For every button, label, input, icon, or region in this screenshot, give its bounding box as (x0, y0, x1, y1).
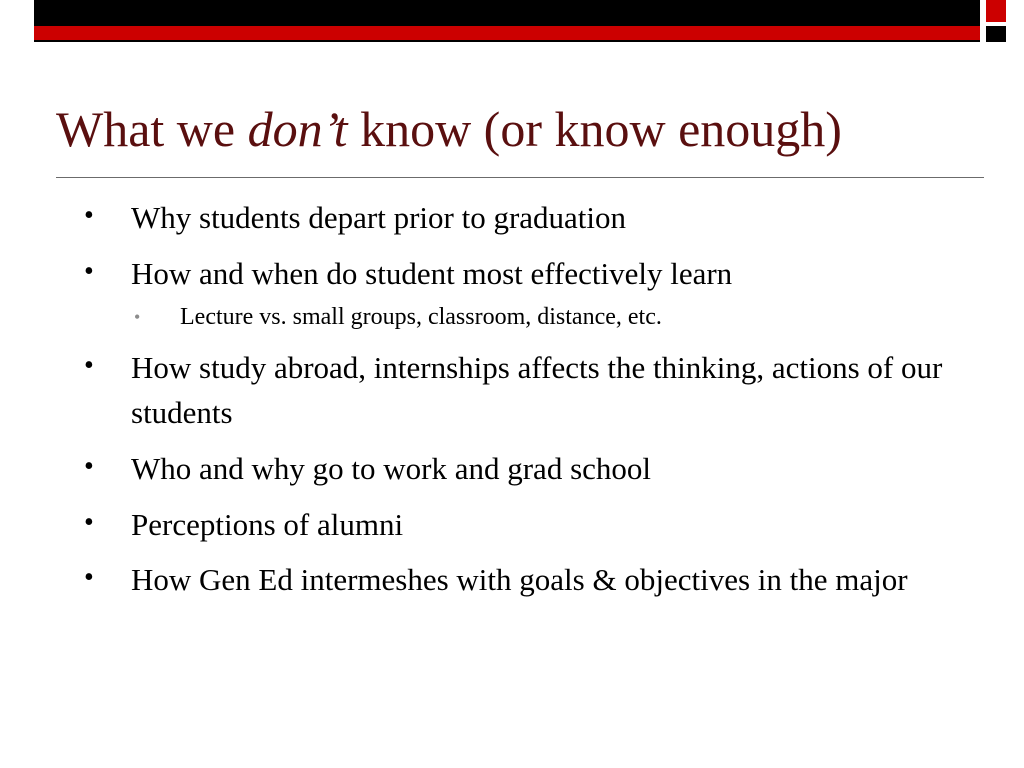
header-bar-underline (34, 40, 980, 42)
corner-square-black (986, 26, 1006, 42)
bullet-text: Why students depart prior to graduation (131, 200, 627, 235)
bullet-dot-icon: • (84, 200, 94, 231)
bullet-dot-icon: • (84, 255, 94, 287)
bullet-item (76, 345, 976, 436)
slide-title (56, 102, 842, 157)
sub-bullet-dot-icon: • (134, 307, 141, 328)
bullet-dot-icon: • (84, 506, 94, 538)
sub-bullet-text: Lecture vs. small groups, classroom, distance, etc. (180, 304, 662, 331)
bullet-text: Perceptions of alumni (131, 506, 404, 542)
bullet-text: How and when do student most effectively learn (131, 255, 733, 291)
title-text-emphasis: don’t (247, 101, 348, 157)
bullet-list (76, 195, 976, 613)
bullet-item (76, 251, 976, 297)
bullet-text: Who and why go to work and grad school (131, 451, 652, 487)
bullet-text: How Gen Ed intermeshes with goals & objectives in the major (131, 562, 908, 598)
bullet-dot-icon: • (84, 451, 94, 483)
sub-bullet-item (76, 300, 976, 335)
bullet-item (76, 502, 976, 548)
bullet-item (76, 446, 976, 492)
title-divider (56, 177, 984, 178)
bullet-dot-icon: • (84, 349, 94, 381)
bullet-dot-icon: • (84, 562, 94, 594)
header-bar-black (34, 0, 980, 26)
bullet-item (76, 557, 976, 603)
title-text-after: know (or know enough) (347, 101, 842, 157)
corner-square-red (986, 0, 1006, 22)
title-text-before: What we (56, 101, 248, 157)
bullet-item (76, 195, 976, 241)
header-bar-red (34, 26, 980, 40)
bullet-text: How study abroad, internships affects the thinking, actions of our students (131, 349, 943, 431)
